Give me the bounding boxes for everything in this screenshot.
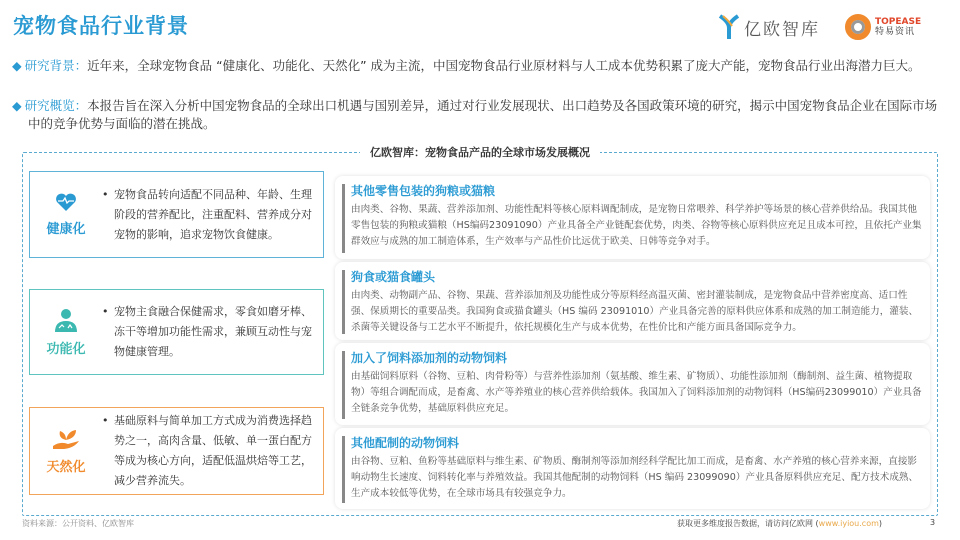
product-desc: 由基础饲料原料（谷物、豆粕、肉骨粉等）与营养性添加剂（氨基酸、维生素、矿物质）、功能性添加剂（酶制剂、益生菌、植物提取物）等组合调配而成，是畜禽、水产等养殖业的核心营养供给载体。我国加入了饲料添加剂的动物饲料（HS编码23099010）产业具备全链条竞争优势，基础原料供应充足。 — [351, 371, 922, 414]
trend-desc: • 宠物食品转向适配不同品种、年龄、生理阶段的营养配比，注重配料、营养成分对宠物的影响，追求宠物饮食健康。 — [102, 185, 323, 245]
product-title: 其他零售包装的狗粮或猫粮 — [351, 184, 496, 198]
trend-label: 健康化 — [46, 222, 86, 237]
person-care-icon — [53, 308, 79, 332]
trend-label: 功能化 — [46, 341, 86, 357]
topease-ring-icon — [845, 14, 871, 40]
product-title: 狗食或猫食罐头 — [351, 270, 436, 284]
product-card — [335, 428, 930, 509]
yiou-logo-icon — [718, 14, 740, 40]
product-desc: 由肉类、谷物、果蔬、营养添加剂、功能性配料等核心原料调配制成，是宠物日常喂养、科学养护等场景的核心营养供给品。我国其他零售包装的狗粮或猫粮（HS编码23091090）产业具备全产业链配套优势，肉类、谷物等核心原料供应充足且成本可控，且依托产业集群效应与成熟的加工制造体系，生产效率与产品性价比远优于欧美、日韩等竞争对手。 — [351, 204, 922, 247]
yiou-logo-text: 亿欧智库 — [744, 19, 820, 40]
heart-icon — [55, 192, 77, 212]
product-title: 其他配制的动物饲料 — [351, 436, 460, 450]
sprout-hand-icon — [52, 428, 80, 450]
trend-desc: • 基础原料与简单加工方式成为消费选择趋势之一，高肉含量、低敏、单一蛋白配方等成为核心方向，适配低温烘焙等工艺，减少营养流失。 — [102, 411, 323, 491]
footer-note — [677, 518, 882, 529]
product-card — [335, 262, 930, 340]
product-card — [335, 343, 930, 425]
panel-title: 亿欧智库：宠物食品产品的全球市场发展概况 — [360, 144, 600, 160]
intro-overview — [12, 97, 942, 133]
footer-paren: ) — [878, 519, 883, 528]
trend-card-natural — [29, 407, 324, 495]
intro-lead: 研究概览： — [24, 98, 88, 113]
footer-text: 获取更多维度报告数据，请访问亿欧网 ( — [677, 519, 819, 528]
diamond-icon: ◆ — [12, 98, 22, 113]
product-title: 加入了饲料添加剂的动物饲料 — [351, 351, 508, 365]
product-card — [335, 176, 930, 259]
page-number: 3 — [930, 518, 936, 527]
yiou-logo — [718, 14, 820, 40]
product-desc: 由谷物、豆粕、鱼粉等基础原料与维生素、矿物质、酶制剂等添加剂经科学配比加工而成，是畜禽、水产养殖的核心营养来源，直接影响动物生长速度、饲料转化率与养殖效益。我国其他配制的动物饲料（HS 编码 23099090）产业具备原料供应充足、配方技术成熟、生产成本较低等优势，在全球市场具有较强竞争力。 — [351, 456, 919, 499]
topease-logo — [845, 14, 921, 40]
page-title: 宠物食品行业背景 — [13, 14, 189, 38]
trend-label: 天然化 — [46, 459, 86, 475]
source-note: 资料来源：公开资料、亿欧智库 — [22, 519, 134, 528]
topease-cn: 特易资讯 — [875, 26, 916, 37]
trend-desc: • 宠物主食融合保健需求，零食如磨牙棒、冻干等增加功能性需求，兼顾互动性与宠物健康管理。 — [102, 302, 323, 362]
trend-card-health — [29, 171, 324, 258]
intro-text: 本报告旨在深入分析中国宠物食品的全球出口机遇与国别差异，通过对行业发展现状、出口趋势及各国政策环境的研究，揭示中国宠物食品企业在国际市场中的竞争优势与面临的潜在挑战。 — [28, 98, 938, 131]
product-desc: 由肉类、动物副产品、谷物、果蔬、营养添加剂及功能性成分等原料经高温灭菌、密封灌装制成，是宠物食品中营养密度高、适口性强、保质期长的重要品类。我国狗食或猫食罐头（HS 编码 23091010）产业具备完善的原料供应体系和成熟的加工制造能力，灌装、杀菌等关键设备与工艺水平不断提升，依托规模化生产与成本优势，在性价比和产能方面具备国际竞争力。 — [351, 290, 919, 333]
topease-en: TOPEASE — [875, 16, 922, 27]
intro-lead: 研究背景： — [24, 58, 88, 73]
intro-text: 近年来，全球宠物食品 “健康化、功能化、天然化” 成为主流，中国宠物食品行业原材料与人工成本优势积累了庞大产能，宠物食品行业出海潜力巨大。 — [87, 58, 921, 73]
intro-background — [12, 57, 942, 75]
diamond-icon: ◆ — [12, 58, 22, 73]
website-link[interactable]: www.iyiou.com — [818, 519, 879, 528]
trend-card-function — [29, 289, 324, 375]
